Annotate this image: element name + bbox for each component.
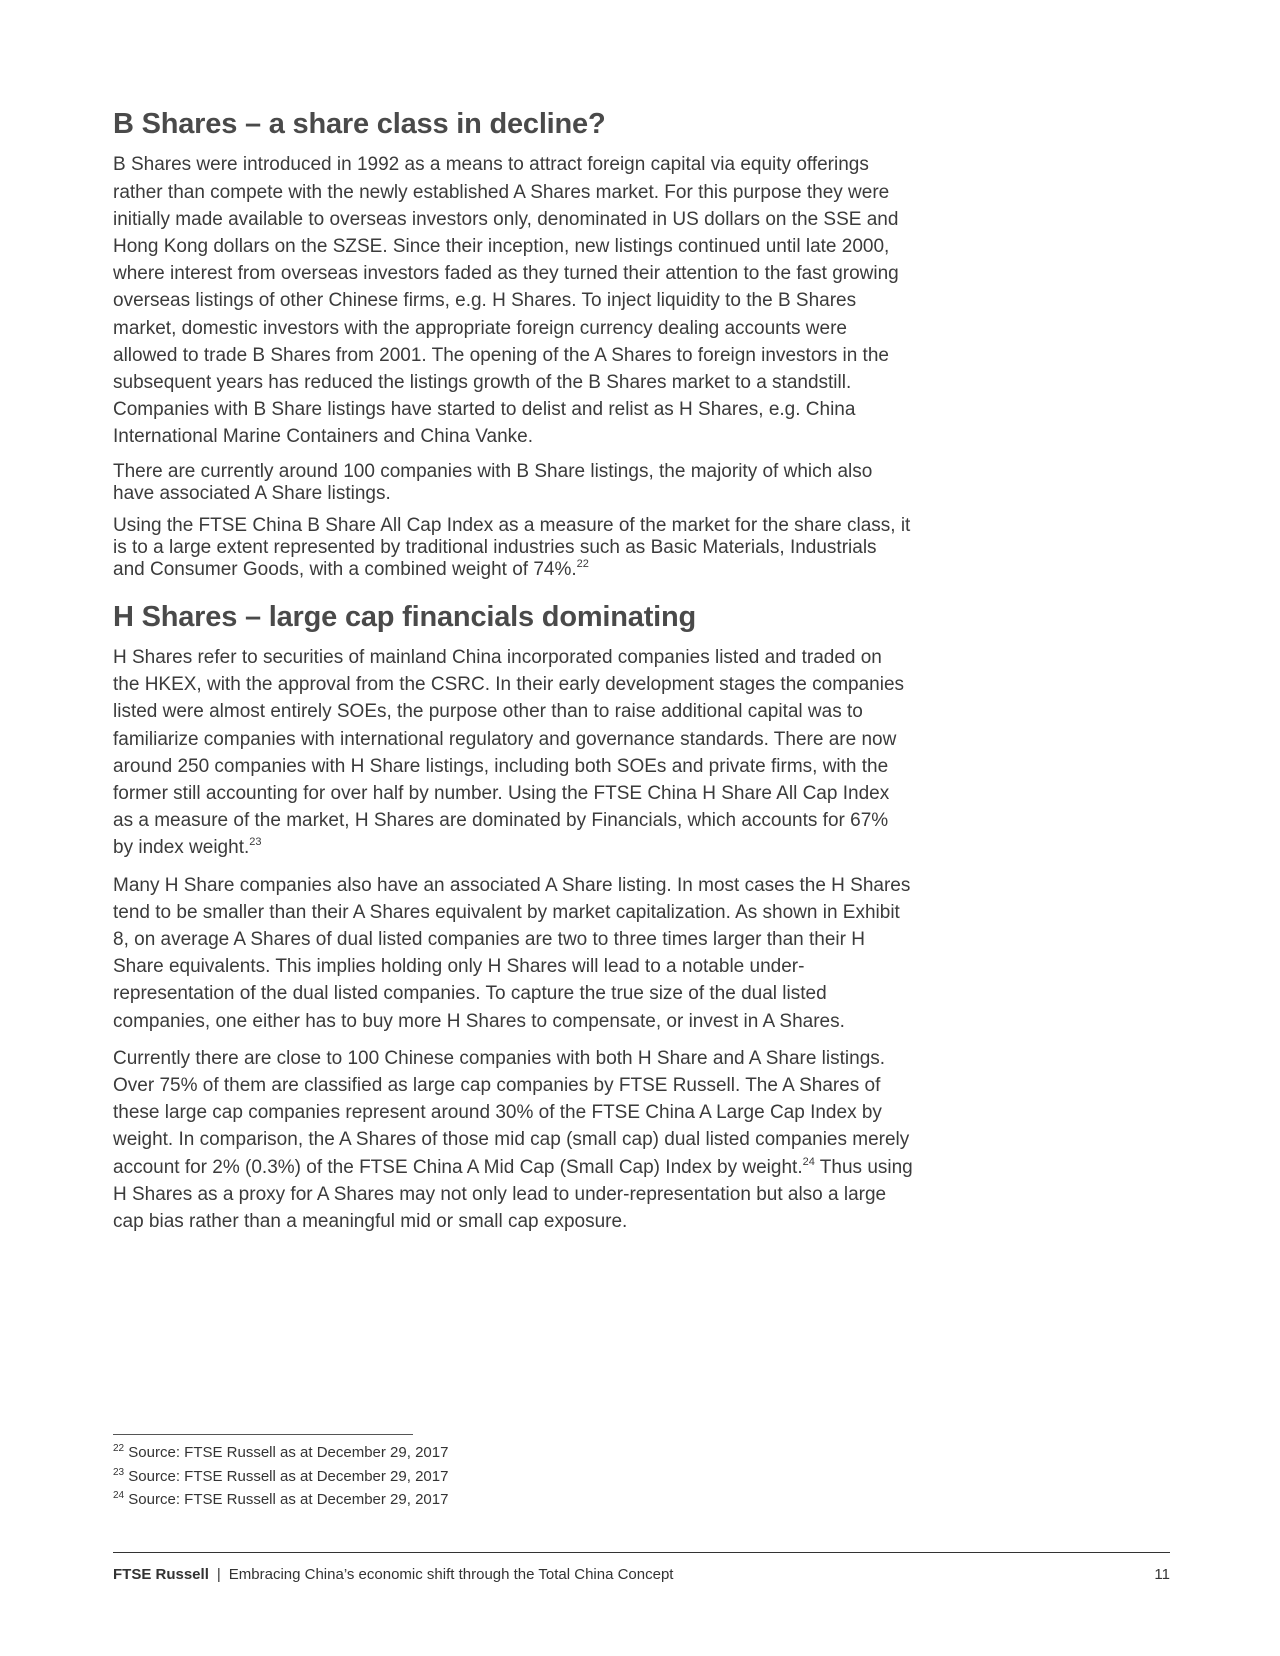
main-column: [113, 108, 913, 1235]
paragraph: [113, 1045, 913, 1235]
section-heading-h-shares: H Shares – large cap financials dominating: [113, 600, 697, 633]
paragraph: [113, 515, 913, 581]
footnote-ref[interactable]: 23: [249, 836, 262, 849]
footer-separator: |: [216, 1566, 221, 1583]
footnotes: [113, 1441, 448, 1512]
paragraph: There are currently around 100 companies with B Share listings, the majority of which also have associated A Share listings.: [113, 460, 873, 504]
paragraph: B Shares were introduced in 1992 as a means to attract foreign capital via equity offerings rather than compete with the newly established A Shares market. For this purpose they were initially made available to overseas investors only, denominated in US dollars on the SSE and Hong Kong dollars on the SZSE. Since their inception, new listings continued until late 2000, where interest from overseas investors faded as they turned their attention to the fast growing overseas listings of other Chinese firms, e.g. H Shares. To inject liquidity to the B Shares market, domestic investors with the appropriate foreign currency dealing accounts were allowed to trade B Shares from 2001. The opening of the A Shares to foreign investors in the subsequent years has reduced the listings growth of the B Shares market to a standstill. Companies with B Share listings have started to delist and relist as H Shares, e.g. China International Marine Containers and China Vanke.: [113, 154, 899, 448]
footnote: [113, 1465, 448, 1489]
footnote-text: Source: FTSE Russell as at December 29, 2017: [128, 1467, 449, 1485]
footnote: [113, 1441, 448, 1465]
footnote-ref[interactable]: 22: [576, 557, 589, 570]
page-number: 11: [1154, 1566, 1170, 1583]
footnote-number: 24: [113, 1490, 125, 1501]
paragraph-text: Using the FTSE China B Share All Cap Index as a measure of the market for the share class, it is to a large extent represented by traditional industries such as Basic Materials, Industrials and Consumer Goods, with a combined weight of 74%.: [113, 514, 911, 580]
footnote-number: 22: [113, 1443, 125, 1454]
footer-brand: FTSE Russell: [113, 1566, 209, 1583]
footnote-text: Source: FTSE Russell as at December 29, 2017: [128, 1444, 449, 1461]
paragraph-text: Thus using H Shares as a proxy for A Shares may not only lead to under-representation but also a large cap bias rather than a meaningful mid or small cap exposure.: [113, 1156, 913, 1232]
section-heading-b-shares: B Shares – a share class in decline?: [113, 108, 606, 140]
paragraph-text: H Shares refer to securities of mainland China incorporated companies listed and traded on the HKEX, with the approval from the CSRC. In their early development stages the companies listed were almost entirely SOEs, the purpose other than to raise additional capital was to familiarize companies with international regulatory and governance standards. There are now around 250 companies with H Share listings, including both SOEs and private firms, with the former still accounting for over half by number. Using the FTSE China H Share All Cap Index as a measure of the market, H Shares are dominated by Financials, which accounts for 67% by index weight.: [113, 646, 905, 859]
footnote: [113, 1488, 448, 1512]
footer-divider: [113, 1552, 1170, 1553]
footnote-number: 23: [113, 1466, 125, 1478]
footnote-divider: [113, 1434, 413, 1435]
footnote-ref[interactable]: 24: [802, 1155, 815, 1168]
paragraph: [113, 644, 913, 862]
footnote-text: Source: FTSE Russell as at December 29, 2017: [128, 1491, 449, 1508]
paragraph-text: Currently there are close to 100 Chinese companies with both H Share and A Share listings. Over 75% of them are classified as large cap companies by FTSE Russell. The A Shares of these large cap companies represent around 30% of the FTSE China A Large Cap Index by weight. In comparison, the A Shares of those mid cap (small cap) dual listed companies merely account for 2% (0.3%) of the FTSE China A Mid Cap (Small Cap) Index by weight.: [113, 1047, 910, 1178]
page-content: [113, 108, 1170, 1245]
paragraph: Many H Share companies also have an associated A Share listing. In most cases the H Shares tend to be smaller than their A Shares equivalent by market capitalization. As shown in Exhibit 8, on average A Shares of dual listed companies are two to three times larger than their H Share equivalents. This implies holding only H Shares will lead to a notable under-representation of the dual listed companies. To capture the true size of the dual listed companies, one either has to buy more H Shares to compensate, or invest in A Shares.: [113, 874, 911, 1032]
footer-doc-title: Embracing China’s economic shift through the Total China Concept: [228, 1566, 674, 1583]
page-footer: [113, 1566, 1170, 1583]
